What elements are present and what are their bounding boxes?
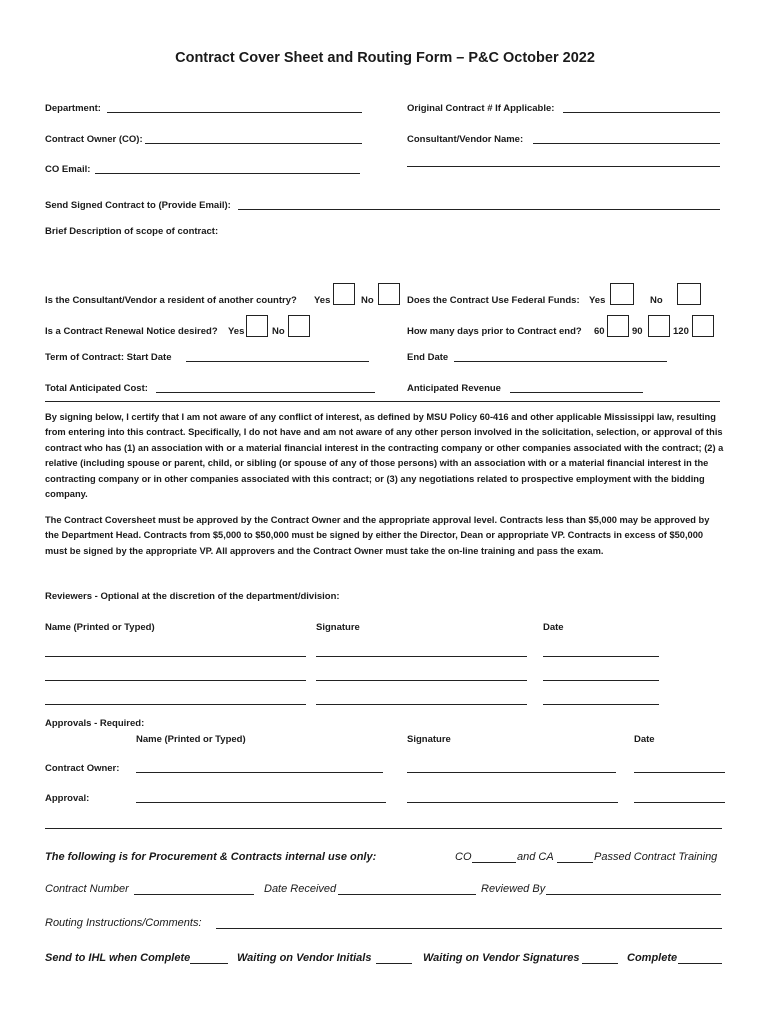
approvals-col-name: Name (Printed or Typed): [136, 734, 246, 745]
contract-owner-approval-label: Contract Owner:: [45, 763, 120, 774]
original-contract-label: Original Contract # If Applicable:: [407, 103, 555, 114]
complete-label: Complete: [627, 952, 678, 964]
section-divider: [45, 401, 720, 402]
anticipated-revenue-label: Anticipated Revenue: [407, 383, 501, 394]
reviewers-col-date: Date: [543, 622, 564, 633]
resident-no-checkbox[interactable]: [378, 283, 400, 305]
waiting-initials-field[interactable]: [376, 963, 412, 964]
reviewed-by-label: Reviewed By: [481, 883, 546, 895]
days-60-checkbox[interactable]: [607, 315, 629, 337]
reviewers-col-name: Name (Printed or Typed): [45, 622, 155, 633]
consultant-vendor-field[interactable]: [533, 143, 720, 144]
send-ihl-label: Send to IHL when Complete: [45, 952, 191, 964]
reviewers-col-signature: Signature: [316, 622, 360, 633]
internal-heading: The following is for Procurement & Contracts internal use only:: [45, 851, 377, 863]
co-label: CO: [455, 851, 472, 863]
renewal-yes-checkbox[interactable]: [246, 315, 268, 337]
reviewer-1-date-field[interactable]: [543, 656, 659, 657]
days-90-label: 90: [632, 326, 643, 337]
days-prior-question: How many days prior to Contract end?: [407, 326, 582, 337]
federal-yes-checkbox[interactable]: [610, 283, 634, 305]
contract-owner-date-field[interactable]: [634, 772, 725, 773]
reviewer-2-signature-field[interactable]: [316, 680, 527, 681]
consultant-vendor-label: Consultant/Vendor Name:: [407, 134, 524, 145]
end-date-label: End Date: [407, 352, 449, 363]
reviewed-by-field[interactable]: [546, 894, 721, 895]
resident-no-label: No: [361, 295, 374, 306]
co-training-field[interactable]: [472, 862, 516, 863]
approval-date-field[interactable]: [634, 802, 725, 803]
contract-owner-field[interactable]: [145, 143, 362, 144]
co-email-field[interactable]: [95, 173, 360, 174]
days-120-checkbox[interactable]: [692, 315, 714, 337]
reviewer-2-name-field[interactable]: [45, 680, 306, 681]
federal-no-checkbox[interactable]: [677, 283, 701, 305]
reviewers-heading: Reviewers - Optional at the discretion of the department/division:: [45, 591, 340, 602]
term-start-label: Term of Contract: Start Date: [45, 352, 172, 363]
waiting-signatures-label: Waiting on Vendor Signatures: [423, 952, 580, 964]
send-signed-label: Send Signed Contract to (Provide Email):: [45, 200, 231, 211]
contract-number-label: Contract Number: [45, 883, 129, 895]
resident-yes-label: Yes: [314, 295, 331, 306]
approval-note: The Contract Coversheet must be approved by the Contract Owner and the appropriate approval level. Contracts less than $5,000 may be approved by the Department Head. Contracts from $5,000 to $50,000 must be signed by either the Director, Dean or appropriate VP. Contracts in excess of $50,000 must be signed by the appropriate VP. All approvers and the Contract Owner must take the on-line training and pass the exam.: [45, 515, 710, 556]
passed-training-label: Passed Contract Training: [594, 851, 718, 863]
consultant-vendor-field-line2[interactable]: [407, 166, 720, 167]
renewal-no-checkbox[interactable]: [288, 315, 310, 337]
federal-funds-question: Does the Contract Use Federal Funds:: [407, 295, 580, 306]
contract-owner-label: Contract Owner (CO):: [45, 134, 143, 145]
approval-name-field[interactable]: [136, 802, 386, 803]
waiting-signatures-field[interactable]: [582, 963, 618, 964]
reviewer-3-name-field[interactable]: [45, 704, 306, 705]
renewal-question: Is a Contract Renewal Notice desired?: [45, 326, 218, 337]
co-email-label: CO Email:: [45, 164, 91, 175]
approvals-col-signature: Signature: [407, 734, 451, 745]
resident-question: Is the Consultant/Vendor a resident of another country?: [45, 295, 297, 306]
contract-number-field[interactable]: [134, 894, 254, 895]
contract-owner-name-field[interactable]: [136, 772, 383, 773]
days-90-checkbox[interactable]: [648, 315, 670, 337]
anticipated-revenue-field[interactable]: [510, 392, 643, 393]
approval-signature-field[interactable]: [407, 802, 618, 803]
term-start-field[interactable]: [186, 361, 369, 362]
brief-description-label: Brief Description of scope of contract:: [45, 226, 219, 237]
page-title: Contract Cover Sheet and Routing Form – P&C October 2022: [175, 50, 595, 66]
federal-no-label: No: [650, 295, 663, 306]
approvals-col-date: Date: [634, 734, 655, 745]
department-field[interactable]: [107, 112, 362, 113]
date-received-field[interactable]: [338, 894, 476, 895]
end-date-field[interactable]: [454, 361, 667, 362]
internal-divider: [45, 828, 722, 829]
renewal-yes-label: Yes: [228, 326, 245, 337]
certification-text: By signing below, I certify that I am not aware of any conflict of interest, as defined by MSU Policy 60-416 and other applicable Mississippi law, resulting from entering into this contract. Specifically, I do not have and am not aware of any other person involved in the solicitation, selection, or approval of this contract who has (1) an association with or a material financial interest in the contracting company or other companies associated with the contract; (2) a relative (including spouse or parent, child, or sibling (or spouse of any of those persons) with an association with or a material financial interest in the contracting company or in other companies associated with this contract; or (3) any negotiations related to prospective employment with the bidding company.: [45, 412, 724, 500]
original-contract-field[interactable]: [563, 112, 720, 113]
ca-training-field[interactable]: [557, 862, 593, 863]
complete-field[interactable]: [678, 963, 722, 964]
days-120-label: 120: [673, 326, 689, 337]
routing-field[interactable]: [216, 928, 722, 929]
waiting-initials-label: Waiting on Vendor Initials: [237, 952, 372, 964]
routing-label: Routing Instructions/Comments:: [45, 917, 202, 929]
approval-label: Approval:: [45, 793, 90, 804]
total-cost-label: Total Anticipated Cost:: [45, 383, 148, 394]
send-signed-field[interactable]: [238, 209, 720, 210]
reviewer-1-signature-field[interactable]: [316, 656, 527, 657]
total-cost-field[interactable]: [156, 392, 375, 393]
ca-label: and CA: [517, 851, 554, 863]
reviewer-1-name-field[interactable]: [45, 656, 306, 657]
reviewer-3-signature-field[interactable]: [316, 704, 527, 705]
date-received-label: Date Received: [264, 883, 337, 895]
send-ihl-field[interactable]: [190, 963, 228, 964]
reviewer-3-date-field[interactable]: [543, 704, 659, 705]
contract-owner-signature-field[interactable]: [407, 772, 616, 773]
reviewer-2-date-field[interactable]: [543, 680, 659, 681]
renewal-no-label: No: [272, 326, 285, 337]
approvals-heading: Approvals - Required:: [45, 718, 145, 729]
resident-yes-checkbox[interactable]: [333, 283, 355, 305]
federal-yes-label: Yes: [589, 295, 606, 306]
days-60-label: 60: [594, 326, 605, 337]
department-label: Department:: [45, 103, 101, 114]
